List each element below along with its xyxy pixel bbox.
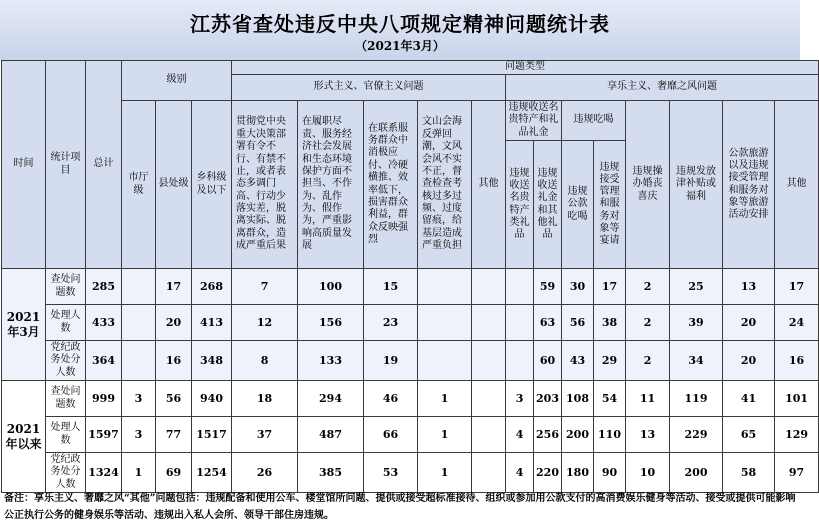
town-cell: 1517 [192,417,232,453]
header-hedonism: 享乐主义、奢靡之风问题 [506,75,819,101]
formalism-1-cell: 12 [232,305,298,341]
table-row [2,305,819,341]
city-cell: 1 [122,453,156,493]
total-cell: 1324 [86,453,122,493]
gift-specialty-cell: 4 [506,417,534,453]
wedding-cell: 2 [626,305,670,341]
town-cell: 348 [192,341,232,381]
county-cell: 77 [156,417,192,453]
meal-public-cell: 56 [562,305,594,341]
formalism-4-cell: 1 [418,417,472,453]
header-formalism-4: 文山会海反弹回潮，文风会风不实不正，督查检查考核过多过频、过度留痕，给基层造成严重负担 [418,101,472,269]
meal-banquet-cell: 17 [594,269,626,305]
header-meal-group: 违规吃喝 [562,101,626,141]
header-formalism: 形式主义、官僚主义问题 [232,75,506,101]
county-cell: 17 [156,269,192,305]
formalism-4-cell [418,305,472,341]
header-time: 时间 [2,61,46,269]
period-cell: 2021年以来 [2,381,46,493]
travel-cell: 20 [723,341,775,381]
travel-cell: 41 [723,381,775,417]
hedonism-other-cell: 129 [775,417,819,453]
table-row [2,453,819,493]
formalism-2-cell: 294 [298,381,364,417]
total-cell: 433 [86,305,122,341]
formalism-1-cell: 8 [232,341,298,381]
wedding-cell: 2 [626,269,670,305]
gift-money-cell: 256 [534,417,562,453]
table-row [2,341,819,381]
meal-public-cell: 108 [562,381,594,417]
county-cell: 16 [156,341,192,381]
wedding-cell: 10 [626,453,670,493]
hedonism-other-cell: 16 [775,341,819,381]
gift-money-cell: 63 [534,305,562,341]
item-cell: 查处问题数 [46,269,86,305]
formalism-3-cell: 66 [364,417,418,453]
gift-money-cell: 203 [534,381,562,417]
header-gift-money: 违规收送礼金和其他礼品 [534,141,562,269]
allowance-cell: 229 [670,417,723,453]
formalism-other-cell [472,417,506,453]
meal-banquet-cell: 38 [594,305,626,341]
formalism-1-cell: 26 [232,453,298,493]
gift-specialty-cell [506,341,534,381]
formalism-3-cell: 15 [364,269,418,305]
header-allowance: 违规发放津补贴或福利 [670,101,723,269]
formalism-1-cell: 7 [232,269,298,305]
hedonism-other-cell: 17 [775,269,819,305]
allowance-cell: 200 [670,453,723,493]
page-subtitle: （2021年3月） [355,39,445,53]
header-hedonism-other: 其他 [775,101,819,269]
travel-cell: 20 [723,305,775,341]
formalism-other-cell [472,341,506,381]
meal-banquet-cell: 29 [594,341,626,381]
wedding-cell: 13 [626,417,670,453]
meal-banquet-cell: 110 [594,417,626,453]
formalism-2-cell: 487 [298,417,364,453]
formalism-3-cell: 19 [364,341,418,381]
allowance-cell: 39 [670,305,723,341]
total-cell: 364 [86,341,122,381]
formalism-2-cell: 100 [298,269,364,305]
formalism-other-cell [472,453,506,493]
formalism-4-cell [418,341,472,381]
gift-money-cell: 220 [534,453,562,493]
meal-public-cell: 30 [562,269,594,305]
city-cell [122,341,156,381]
wedding-cell: 11 [626,381,670,417]
item-cell: 党纪政务处分人数 [46,341,86,381]
formalism-3-cell: 53 [364,453,418,493]
gift-specialty-cell: 4 [506,453,534,493]
formalism-other-cell [472,269,506,305]
header-item: 统计项目 [46,61,86,269]
item-cell: 党纪政务处分人数 [46,453,86,493]
header-formalism-3: 在联系服务群众中消极应付、冷硬横推、效率低下，损害群众利益，群众反映强烈 [364,101,418,269]
formalism-4-cell: 1 [418,381,472,417]
statistics-table [1,60,819,493]
meal-public-cell: 200 [562,417,594,453]
town-cell: 268 [192,269,232,305]
header-town-level: 乡科级及以下 [192,101,232,269]
wedding-cell: 2 [626,341,670,381]
period-cell: 2021年3月 [2,269,46,381]
travel-cell: 65 [723,417,775,453]
header-gift-specialty: 违规收送名贵特产类礼品 [506,141,534,269]
gift-specialty-cell: 3 [506,381,534,417]
item-cell: 处理人数 [46,305,86,341]
county-cell: 69 [156,453,192,493]
city-cell: 3 [122,381,156,417]
formalism-1-cell: 37 [232,417,298,453]
header-wedding: 违规操办婚丧喜庆 [626,101,670,269]
header-city-level: 市厅级 [122,101,156,269]
hedonism-other-cell: 24 [775,305,819,341]
travel-cell: 58 [723,453,775,493]
item-cell: 查处问题数 [46,381,86,417]
hedonism-other-cell: 97 [775,453,819,493]
formalism-2-cell: 385 [298,453,364,493]
county-cell: 56 [156,381,192,417]
formalism-2-cell: 133 [298,341,364,381]
town-cell: 1254 [192,453,232,493]
header-total: 总计 [86,61,122,269]
total-cell: 999 [86,381,122,417]
header-problem-type: 问题类型 [232,61,819,75]
formalism-3-cell: 46 [364,381,418,417]
total-cell: 1597 [86,417,122,453]
header-meal-public: 违规公款吃喝 [562,141,594,269]
header-level: 级别 [122,61,232,101]
gift-specialty-cell [506,269,534,305]
gift-specialty-cell [506,305,534,341]
meal-banquet-cell: 90 [594,453,626,493]
total-cell: 285 [86,269,122,305]
allowance-cell: 119 [670,381,723,417]
formalism-4-cell [418,269,472,305]
header-formalism-other: 其他 [472,101,506,269]
header-gift-group: 违规收送名贵特产和礼品礼金 [506,101,562,141]
footnote: 备注：享乐主义、奢靡之风“其他”问题包括：违规配备和使用公车、楼堂馆所问题、提供或接受超标准接待、组织或参加用公款支付的高消费娱乐健身等活动、接受或提供可能影响公正执行公务的健身娱乐等活动、违规出入私人会所、领导干部住房违规。 [4,493,796,521]
header-formalism-2: 在履职尽责、服务经济社会发展和生态环境保护方面不担当、不作为、乱作为、假作为，严重影响高质量发展 [298,101,364,269]
town-cell: 413 [192,305,232,341]
allowance-cell: 25 [670,269,723,305]
item-cell: 处理人数 [46,417,86,453]
allowance-cell: 34 [670,341,723,381]
formalism-3-cell: 23 [364,305,418,341]
header-meal-banquet: 违规接受管理和服务对象等宴请 [594,141,626,269]
meal-public-cell: 43 [562,341,594,381]
header-formalism-1: 贯彻党中央重大决策部署有令不行、有禁不止，或者表态多调门高、行动少落实差，脱离实际、脱离群众，造成严重后果 [232,101,298,269]
formalism-4-cell: 1 [418,453,472,493]
city-cell [122,269,156,305]
formalism-2-cell: 156 [298,305,364,341]
formalism-other-cell [472,305,506,341]
table-row [2,381,819,417]
header-travel: 公款旅游以及违规接受管理和服务对象等旅游活动安排 [723,101,775,269]
city-cell: 3 [122,417,156,453]
travel-cell: 13 [723,269,775,305]
formalism-1-cell: 18 [232,381,298,417]
page-title: 江苏省查处违反中央八项规定精神问题统计表 [190,12,610,36]
city-cell [122,305,156,341]
hedonism-other-cell: 101 [775,381,819,417]
table-row [2,269,819,305]
county-cell: 20 [156,305,192,341]
meal-public-cell: 180 [562,453,594,493]
gift-money-cell: 60 [534,341,562,381]
meal-banquet-cell: 54 [594,381,626,417]
table-row [2,417,819,453]
gift-money-cell: 59 [534,269,562,305]
formalism-other-cell [472,381,506,417]
header-county-level: 县处级 [156,101,192,269]
town-cell: 940 [192,381,232,417]
